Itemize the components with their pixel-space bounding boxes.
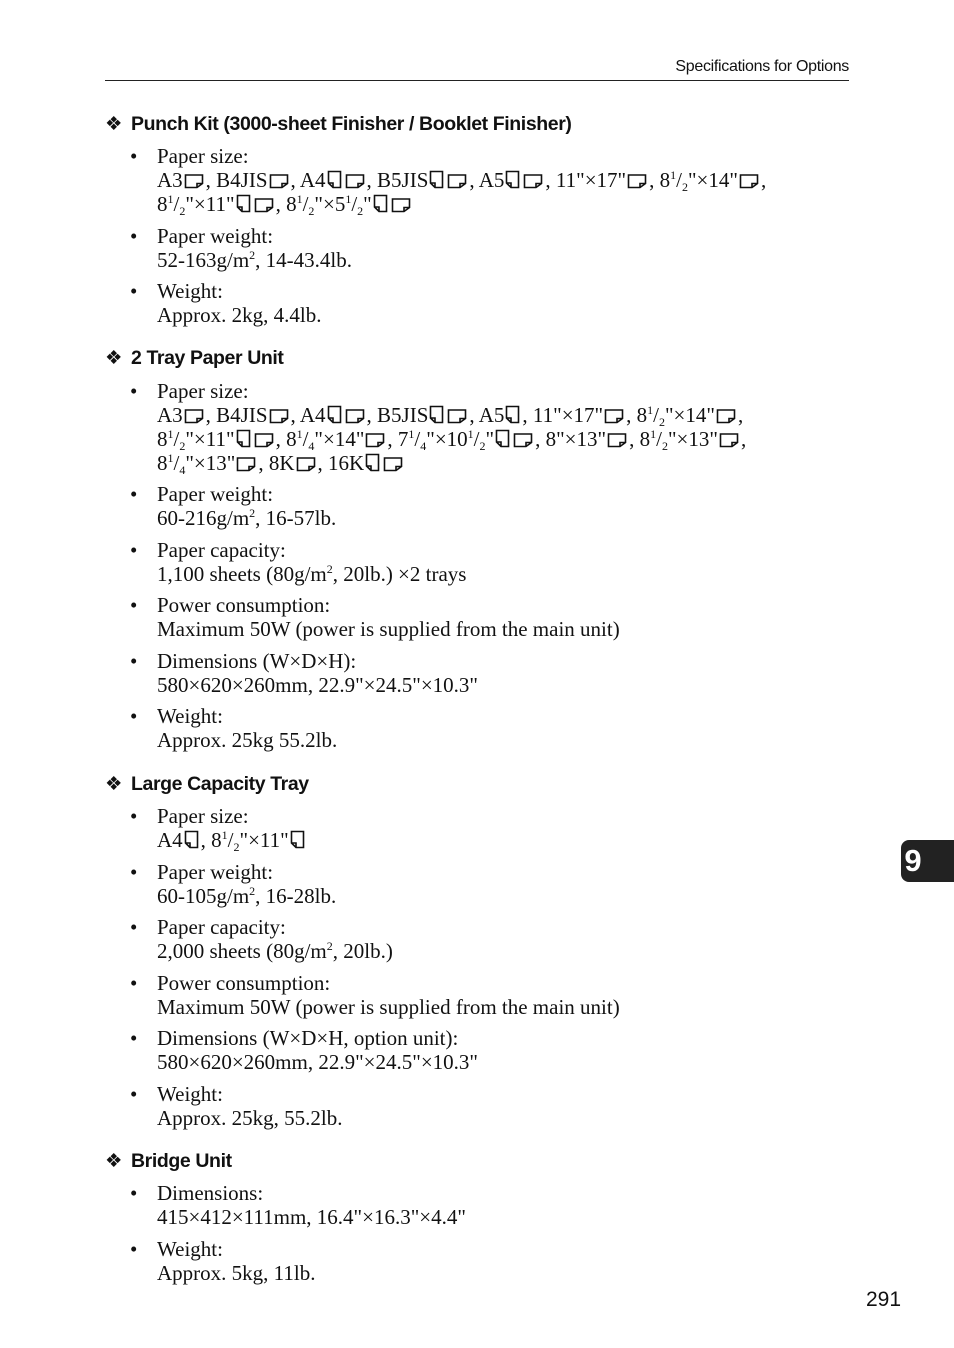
portrait-feed-icon <box>236 429 251 448</box>
fraction-denominator: 2 <box>681 180 688 194</box>
spec-item-power-consumption <box>130 971 850 1019</box>
portrait-feed-icon <box>290 830 305 849</box>
fraction-denominator: 2 <box>661 439 668 453</box>
spec-value-line: $8^1/_2"\times 11$" , $8^1/_4"\times 14$" , $7^1/_4"\times 10^1/_2$" , 8"×13" , $8^1/_2"\times 13$" , <box>157 427 747 453</box>
spec-item-paper-weight <box>130 482 850 530</box>
landscape-feed-icon <box>269 173 289 189</box>
bullet-icon: • <box>130 971 138 995</box>
fraction-numerator: 1 <box>167 192 174 206</box>
spec-value-line: 2,000 sheets ($80g/m^2$, 20lb.) <box>157 939 393 963</box>
spec-item-paper-capacity <box>130 915 850 963</box>
fraction-numerator: 1 <box>167 427 174 441</box>
portrait-feed-icon <box>327 405 342 424</box>
spec-value-line: Approx. 2kg, 4.4lb. <box>157 303 322 327</box>
landscape-feed-icon <box>254 432 274 448</box>
spec-item-dimensions <box>130 1026 850 1074</box>
spec-label: Paper size: <box>157 804 249 828</box>
fraction-numerator: 1 <box>670 168 677 182</box>
spec-value-line: $60-216g/m^2$, 16-57lb. <box>157 506 337 530</box>
chapter-tab <box>901 840 954 882</box>
landscape-feed-icon <box>184 408 204 424</box>
section-marker-icon: ❖ <box>105 113 123 135</box>
bullet-icon: • <box>130 1181 138 1205</box>
page-number: 291 <box>866 1288 902 1311</box>
spec-value-line: 580×620×260mm, 22.9"×24.5"×10.3" <box>157 673 479 697</box>
section-title: 2 Tray Paper Unit <box>131 347 284 369</box>
spec-value-line: 1,100 sheets ($80g/m^2$, 20lb.) ×2 trays <box>157 562 467 586</box>
portrait-feed-icon <box>365 453 380 472</box>
portrait-feed-icon <box>373 194 388 213</box>
landscape-feed-icon <box>254 197 274 213</box>
fraction-numerator: 1 <box>467 427 474 441</box>
portrait-feed-icon <box>429 170 444 189</box>
bullet-icon: • <box>130 804 138 828</box>
bullet-icon: • <box>130 538 138 562</box>
fraction-denominator: 4 <box>179 463 186 477</box>
spec-value-line: Maximum 50W (power is supplied from the main unit) <box>157 995 620 1019</box>
spec-label: Paper size: <box>157 144 249 168</box>
landscape-feed-icon <box>607 432 627 448</box>
spec-item-weight <box>130 1237 850 1285</box>
section-marker-icon: ❖ <box>105 1150 123 1172</box>
fraction-denominator: 2 <box>308 204 315 218</box>
landscape-feed-icon <box>365 432 385 448</box>
chapter-number: 9 <box>904 843 922 878</box>
spec-value-line: Maximum 50W (power is supplied from the main unit) <box>157 617 620 641</box>
spec-label: Weight: <box>157 279 223 303</box>
section-heading-punch-kit <box>105 112 572 136</box>
fraction-numerator: 2 <box>326 562 333 576</box>
fraction-denominator: 2 <box>479 439 486 453</box>
fraction-numerator: 1 <box>345 192 352 206</box>
fraction-numerator: 2 <box>326 939 333 953</box>
section-heading-large-capacity-tray <box>105 772 309 796</box>
spec-value-line: 415×412×111mm, 16.4"×16.3"×4.4" <box>157 1205 466 1229</box>
bullet-icon: • <box>130 144 138 168</box>
section-marker-icon: ❖ <box>105 347 123 369</box>
landscape-feed-icon <box>523 173 543 189</box>
landscape-feed-icon <box>184 173 204 189</box>
spec-item-weight <box>130 704 850 752</box>
spec-value-line: Approx. 5kg, 11lb. <box>157 1261 316 1285</box>
landscape-feed-icon <box>604 408 624 424</box>
fraction-numerator: 2 <box>249 506 256 520</box>
running-header-title: Specifications for Options <box>675 58 849 75</box>
landscape-feed-icon <box>719 432 739 448</box>
landscape-feed-icon <box>236 456 256 472</box>
spec-value-line: 580×620×260mm, 22.9"×24.5"×10.3" <box>157 1050 479 1074</box>
spec-label: Paper weight: <box>157 860 274 884</box>
spec-item-power-consumption <box>130 593 850 641</box>
spec-label: Paper weight: <box>157 224 274 248</box>
fraction-denominator: 2 <box>233 840 240 854</box>
bullet-icon: • <box>130 860 138 884</box>
spec-value-line: A3 , B4JIS , A4 , B5JIS , A5 , 11"×17" , $8^1/_2"\times 14$" , <box>157 168 767 194</box>
spec-item-paper-size <box>130 379 850 475</box>
spec-label: Paper weight: <box>157 482 274 506</box>
fraction-numerator: 1 <box>647 403 654 417</box>
spec-label: Paper capacity: <box>157 538 286 562</box>
bullet-icon: • <box>130 915 138 939</box>
spec-label: Paper capacity: <box>157 915 286 939</box>
spec-item-dimensions <box>130 649 850 697</box>
landscape-feed-icon <box>447 408 467 424</box>
spec-label: Power consumption: <box>157 971 331 995</box>
portrait-feed-icon <box>505 170 520 189</box>
fraction-numerator: 1 <box>167 451 174 465</box>
fraction-numerator: 1 <box>408 427 415 441</box>
spec-value-line: $60-105g/m^2$, 16-28lb. <box>157 884 337 908</box>
landscape-feed-icon <box>345 408 365 424</box>
spec-value-line: $8^1/_4"\times 13$" , 8K , 16K <box>157 451 850 475</box>
bullet-icon: • <box>130 279 138 303</box>
spec-item-weight <box>130 279 850 327</box>
landscape-feed-icon <box>716 408 736 424</box>
landscape-feed-icon <box>269 408 289 424</box>
spec-value-line: A4 , $8^1/_2"\times 11$" <box>157 828 850 852</box>
section-title: Large Capacity Tray <box>131 773 309 795</box>
landscape-feed-icon <box>391 197 411 213</box>
running-header <box>105 56 849 81</box>
spec-label: Weight: <box>157 704 223 728</box>
section-title: Bridge Unit <box>131 1150 232 1172</box>
spec-item-paper-size <box>130 804 850 852</box>
fraction-numerator: 1 <box>650 427 657 441</box>
spec-label: Power consumption: <box>157 593 331 617</box>
portrait-feed-icon <box>184 830 199 849</box>
spec-value-line: Approx. 25kg, 55.2lb. <box>157 1106 343 1130</box>
spec-item-dimensions <box>130 1181 850 1229</box>
portrait-feed-icon <box>327 170 342 189</box>
fraction-denominator: 2 <box>658 415 665 429</box>
landscape-feed-icon <box>296 456 316 472</box>
landscape-feed-icon <box>627 173 647 189</box>
section-heading-2-tray-paper-unit <box>105 346 284 370</box>
section-heading-bridge-unit <box>105 1149 232 1173</box>
bullet-icon: • <box>130 482 138 506</box>
spec-value-line: $8^1/_2"\times 11$" , $8^1/_2"\times 5^1/_2$" <box>157 192 850 216</box>
landscape-feed-icon <box>513 432 533 448</box>
portrait-feed-icon <box>236 194 251 213</box>
spec-item-paper-capacity <box>130 538 850 586</box>
bullet-icon: • <box>130 1237 138 1261</box>
fraction-numerator: 1 <box>296 192 303 206</box>
fraction-numerator: 1 <box>221 828 228 842</box>
fraction-denominator: 2 <box>357 204 364 218</box>
section-marker-icon: ❖ <box>105 773 123 795</box>
fraction-denominator: 4 <box>420 439 427 453</box>
portrait-feed-icon <box>505 405 520 424</box>
bullet-icon: • <box>130 593 138 617</box>
spec-label: Dimensions (W×D×H): <box>157 649 357 673</box>
spec-item-paper-size <box>130 144 850 216</box>
bullet-icon: • <box>130 1026 138 1050</box>
fraction-denominator: 4 <box>308 439 315 453</box>
spec-item-paper-weight <box>130 224 850 272</box>
fraction-denominator: 2 <box>179 204 186 218</box>
bullet-icon: • <box>130 649 138 673</box>
spec-value-line: $52-163g/m^2$, 14-43.4lb. <box>157 248 352 272</box>
fraction-denominator: 2 <box>179 439 186 453</box>
bullet-icon: • <box>130 224 138 248</box>
spec-label: Dimensions (W×D×H, option unit): <box>157 1026 459 1050</box>
bullet-icon: • <box>130 1082 138 1106</box>
bullet-icon: • <box>130 379 138 403</box>
spec-value-line: A3 , B4JIS , A4 , B5JIS , A5 , 11"×17" , $8^1/_2"\times 14$" , <box>157 403 744 429</box>
spec-value-line: Approx. 25kg 55.2lb. <box>157 728 338 752</box>
spec-item-weight <box>130 1082 850 1130</box>
spec-label: Paper size: <box>157 379 249 403</box>
spec-label: Weight: <box>157 1237 223 1261</box>
fraction-numerator: 2 <box>249 248 256 262</box>
spec-item-paper-weight <box>130 860 850 908</box>
section-title: Punch Kit (3000-sheet Finisher / Booklet Finisher) <box>131 113 572 135</box>
landscape-feed-icon <box>739 173 759 189</box>
fraction-numerator: 2 <box>249 884 256 898</box>
landscape-feed-icon <box>447 173 467 189</box>
landscape-feed-icon <box>345 173 365 189</box>
portrait-feed-icon <box>429 405 444 424</box>
landscape-feed-icon <box>383 456 403 472</box>
fraction-numerator: 1 <box>296 427 303 441</box>
portrait-feed-icon <box>495 429 510 448</box>
spec-label: Weight: <box>157 1082 223 1106</box>
spec-label: Dimensions: <box>157 1181 264 1205</box>
bullet-icon: • <box>130 704 138 728</box>
